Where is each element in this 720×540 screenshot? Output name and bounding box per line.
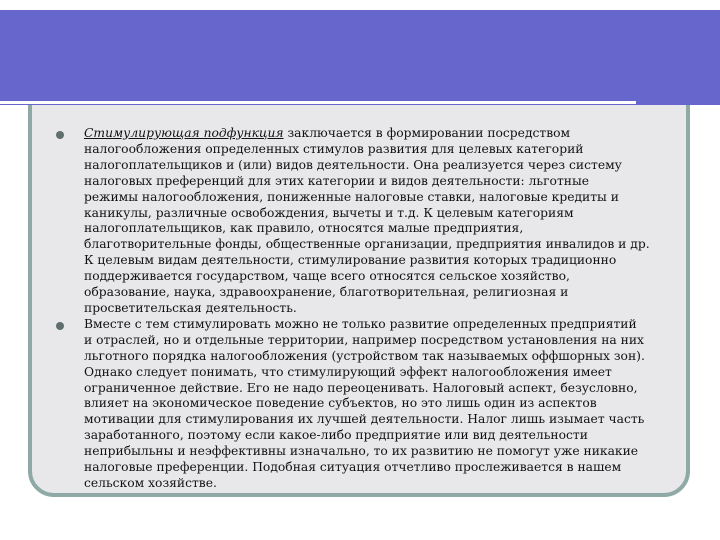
bullet-2-line: мотивации для стимулирования их лучшей деятельности. Налог лишь изымает часть	[84, 412, 645, 427]
bullet-1-line: режимы налогообложения, пониженные налоговые ставки, налоговые кредиты и	[84, 189, 619, 204]
bullet-1-line: каникулы, различные освобождения, вычеты и т.д. К целевым категориям	[84, 205, 574, 220]
bullet-2-line: и отраслей, но и отдельные территории, например посредством установления на них	[84, 332, 644, 347]
bullet-1-line: образование, наука, здравоохранение, благотворительная, религиозная и	[84, 285, 569, 300]
title-underline	[0, 101, 636, 104]
bullet-2-line: заработанного, поэтому если какое-либо предприятие или вид деятельности	[84, 428, 588, 443]
bullet-1-line: К целевым видам деятельности, стимулирование развития которых традиционно	[84, 253, 617, 268]
bullet-2-line: Вместе с тем стимулировать можно не только развитие определенных предприятий	[84, 316, 637, 331]
bullet-1-line: поддерживается государством, чаще всего относятся сельское хозяйство,	[84, 269, 570, 284]
bullet-2-line: ограниченное действие. Его не надо переоценивать. Налоговый аспект, безусловно,	[84, 380, 638, 395]
bullet-dot-icon	[56, 322, 64, 330]
bullet-2-line: налоговые преференции. Подобная ситуация отчетливо прослеживается в нашем	[84, 460, 622, 475]
bullet-1-line: просветительская деятельность.	[84, 300, 297, 315]
bullet-territorial-stimulation	[55, 317, 680, 492]
bullet-2-line: влияет на экономическое поведение субъектов, но это лишь один из аспектов	[84, 396, 597, 411]
bullet-1-line: налогоплательщиков, как правило, относятся малые предприятия,	[84, 221, 524, 236]
bullet-dot-icon	[56, 131, 64, 139]
bullet-2-line: неприбыльны и неэффективны изначально, то их развитию не помогут уже никакие	[84, 444, 639, 459]
bullet-1-line: налогообложения определенных стимулов развития для целевых категорий	[84, 141, 584, 156]
bullet-1-line-1: Стимулирующая подфункция заключается в формировании посредством	[84, 126, 571, 140]
term-stimulating-subfunction: Стимулирующая подфункция	[84, 126, 284, 140]
bullet-2-line: льготного порядка налогообложения (устройством так называемых оффшорных зон).	[84, 348, 645, 363]
bullet-1-line: налогоплательщиков и (или) видов деятельности. Она реализуется через систему	[84, 157, 622, 172]
bullet-stimulating-subfunction	[55, 126, 680, 317]
bullet-1-line: налоговых преференций для этих категории и видов деятельности: льготные	[84, 173, 590, 188]
slide-body	[55, 126, 680, 492]
bullet-2-line: сельском хозяйстве.	[84, 475, 217, 490]
bullet-1-line: благотворительные фонды, общественные организации, предприятия инвалидов и др.	[84, 237, 650, 252]
title-band	[0, 10, 720, 105]
bullet-2-line: Однако следует понимать, что стимулирующий эффект налогообложения имеет	[84, 364, 612, 379]
